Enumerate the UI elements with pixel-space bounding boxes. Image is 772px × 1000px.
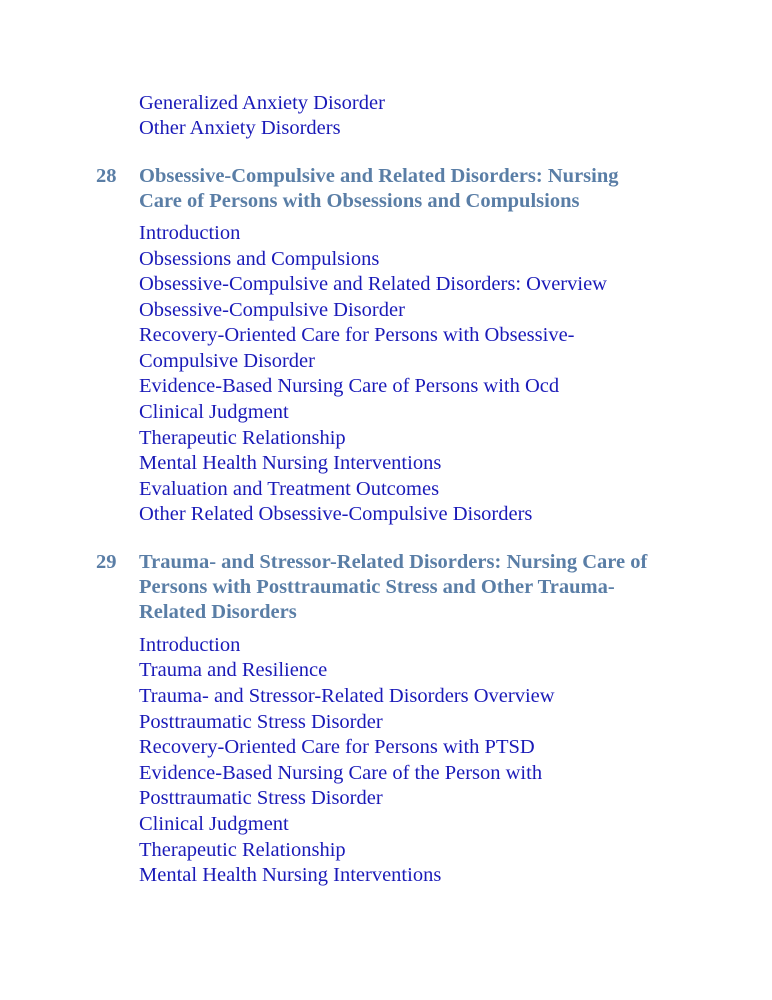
toc-item-generalized-anxiety-disorder[interactable]: Generalized Anxiety Disorder [139, 92, 385, 114]
toc-item[interactable]: Posttraumatic Stress Disorder [139, 787, 383, 809]
chapter-title-line: Trauma- and Stressor-Related Disorders: Nursing Care of [139, 551, 648, 573]
chapter-title-29[interactable] [139, 550, 699, 625]
toc-item[interactable]: Introduction [139, 222, 241, 244]
toc-item[interactable]: Obsessions and Compulsions [139, 248, 380, 270]
toc-item[interactable]: Mental Health Nursing Interventions [139, 452, 442, 474]
toc-item[interactable]: Therapeutic Relationship [139, 427, 346, 449]
chapter-number: 29 [96, 551, 117, 573]
toc-item[interactable]: Introduction [139, 634, 241, 656]
toc-item[interactable]: Trauma and Resilience [139, 659, 328, 681]
toc-item[interactable]: Recovery-Oriented Care for Persons with Obsessive- [139, 324, 575, 346]
toc-item[interactable]: Evaluation and Treatment Outcomes [139, 478, 440, 500]
chapter-title-28[interactable] [139, 164, 699, 214]
toc-item[interactable]: Posttraumatic Stress Disorder [139, 711, 383, 733]
toc-item[interactable]: Obsessive-Compulsive and Related Disorders: Overview [139, 273, 607, 295]
toc-item[interactable]: Evidence-Based Nursing Care of the Person with [139, 762, 543, 784]
toc-item[interactable]: Trauma- and Stressor-Related Disorders Overview [139, 685, 555, 707]
toc-item[interactable]: Recovery-Oriented Care for Persons with PTSD [139, 736, 535, 758]
chapter-title-line: Related Disorders [139, 601, 297, 623]
toc-item[interactable]: Clinical Judgment [139, 401, 289, 423]
toc-item-other-anxiety-disorders[interactable]: Other Anxiety Disorders [139, 117, 341, 139]
toc-item[interactable]: Obsessive-Compulsive Disorder [139, 299, 405, 321]
toc-item[interactable]: Evidence-Based Nursing Care of Persons with Ocd [139, 375, 560, 397]
toc-item[interactable]: Therapeutic Relationship [139, 839, 346, 861]
toc-item[interactable]: Clinical Judgment [139, 813, 289, 835]
chapter-title-line: Care of Persons with Obsessions and Compulsions [139, 190, 580, 212]
toc-item[interactable]: Other Related Obsessive-Compulsive Disorders [139, 503, 533, 525]
toc-item[interactable]: Compulsive Disorder [139, 350, 315, 372]
toc-item[interactable]: Mental Health Nursing Interventions [139, 864, 442, 886]
chapter-number: 28 [96, 165, 117, 187]
chapter-title-line: Obsessive-Compulsive and Related Disorders: Nursing [139, 165, 619, 187]
chapter-title-line: Persons with Posttraumatic Stress and Other Trauma- [139, 576, 615, 598]
